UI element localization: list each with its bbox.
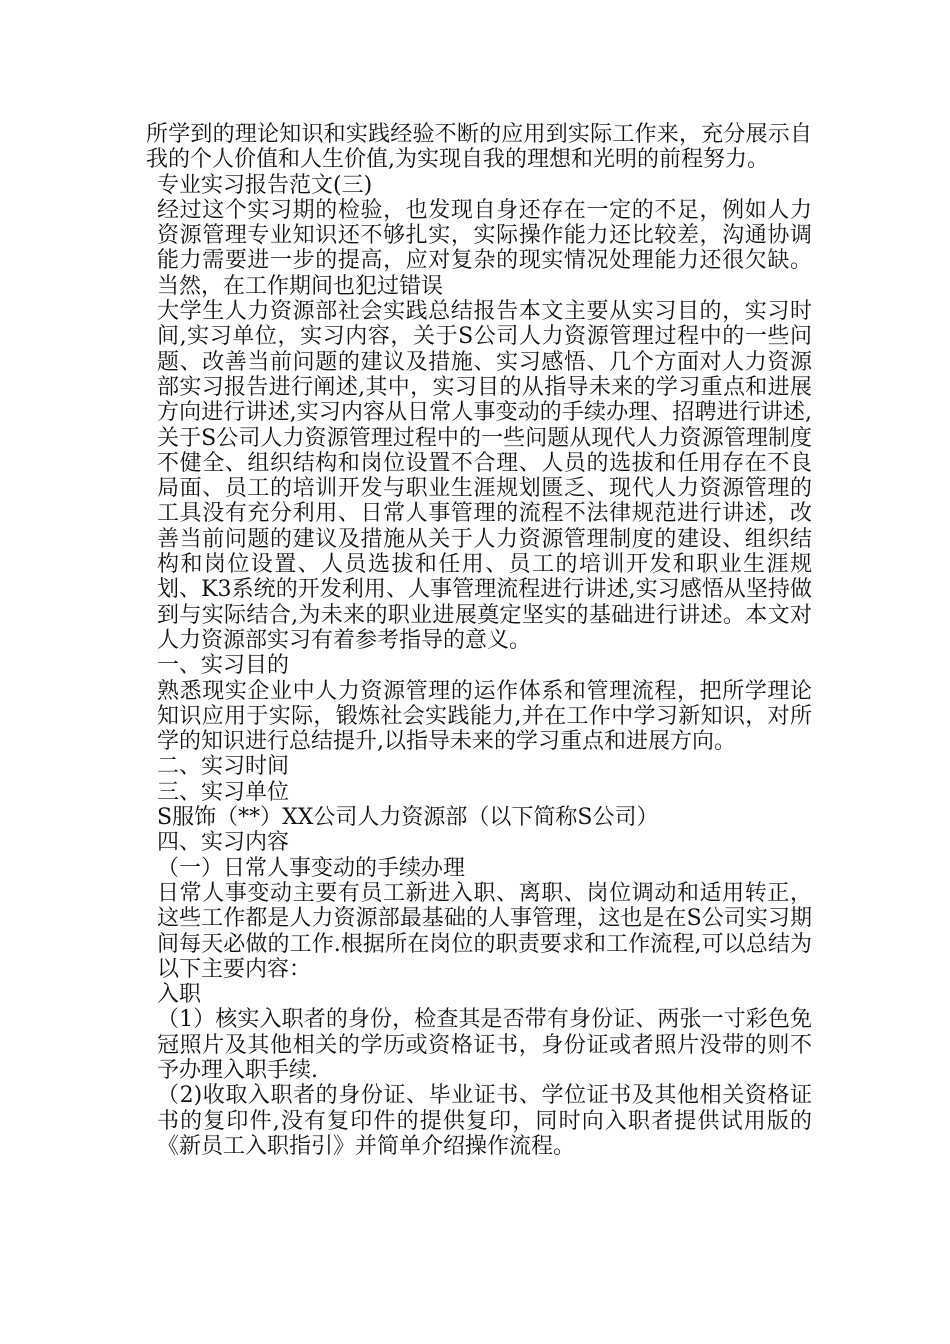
document-body <box>146 122 812 1159</box>
subheading-personnel-changes: （一）日常人事变动的手续办理 <box>157 855 466 881</box>
heading-internship-unit: 三、实习单位 <box>157 779 290 805</box>
paragraph-purpose: 熟悉现实企业中人力资源管理的运作体系和管理流程，把所学理论知识应用于实际，锻炼社会实践能力,并在工作中学习新知识，对所学的知识进行总结提升,以指导未来的学习重点和进展方向。 <box>157 678 812 755</box>
heading-internship-content: 四、实习内容 <box>157 830 290 856</box>
paragraph-unit-name: S服饰（**）XX公司人力资源部（以下简称S公司） <box>157 805 659 831</box>
paragraph-shortcomings: 经过这个实习期的检验，也发现自身还存在一定的不足，例如人力资源管理专业知识还不够扎实，实际操作能力还比较差，沟通协调能力需要进一步的提高，应对复杂的现实情况处理能力还很欠缺。当然，在工作期间也犯过错误 <box>157 197 812 299</box>
paragraph-personnel-changes: 日常人事变动主要有员工新进入职、离职、岗位调动和适用转正，这些工作都是人力资源部最基础的人事管理，这也是在S公司实习期间每天必做的工作.根据所在岗位的职责要求和工作流程,可以总结为以下主要内容： <box>157 880 812 982</box>
paragraph-intro-continuation: 所学到的理论知识和实践经验不断的应用到实际工作来，充分展示自我的个人价值和人生价值,为实现自我的理想和光明的前程努力。 <box>146 122 812 173</box>
subheading-onboarding: 入职 <box>157 982 202 1008</box>
heading-internship-purpose: 一、实习目的 <box>157 653 290 679</box>
paragraph-summary: 大学生人力资源部社会实践总结报告本文主要从实习目的，实习时间,实习单位，实习内容，关于S公司人力资源管理过程中的一些问题、改善当前问题的建议及措施、实习感悟、几个方面对人力资源部实习报告进行阐述,其中，实习目的从指导未来的学习重点和进展方向进行讲述,实习内容从日常人事变动的手续办理、招聘进行讲述,关于S公司人力资源管理过程中的一些问题从现代人力资源管理制度不健全、组织结构和岗位设置不合理、人员的选拔和任用存在不良局面、员工的培训开发与职业生涯规划匮乏、现代人力资源管理的工具没有充分利用、日常人事管理的流程不法律规范进行讲述，改善当前问题的建议及措施从关于人力资源管理制度的建设、组织结构和岗位设置、人员选拔和任用、员工的培训开发和职业生涯规划、K3系统的开发利用、人事管理流程进行讲述,实习感悟从坚持做到与实际结合,为未来的职业进展奠定坚实的基础进行讲述。本文对人力资源部实习有着参考指导的意义。 <box>157 299 812 653</box>
heading-internship-time: 二、实习时间 <box>157 754 290 780</box>
section-heading-report-3: 专业实习报告范文(三) <box>157 172 373 198</box>
list-item-onboarding-1: （1）核实入职者的身份，检查其是否带有身份证、两张一寸彩色免冠照片及其他相关的学历或资格证书，身份证或者照片没带的则不予办理入职手续. <box>157 1007 812 1083</box>
list-item-onboarding-2: （2)收取入职者的身份证、毕业证书、学位证书及其他相关资格证书的复印件,没有复印件的提供复印，同时向入职者提供试用版的《新员工入职指引》并简单介绍操作流程。 <box>157 1083 812 1159</box>
